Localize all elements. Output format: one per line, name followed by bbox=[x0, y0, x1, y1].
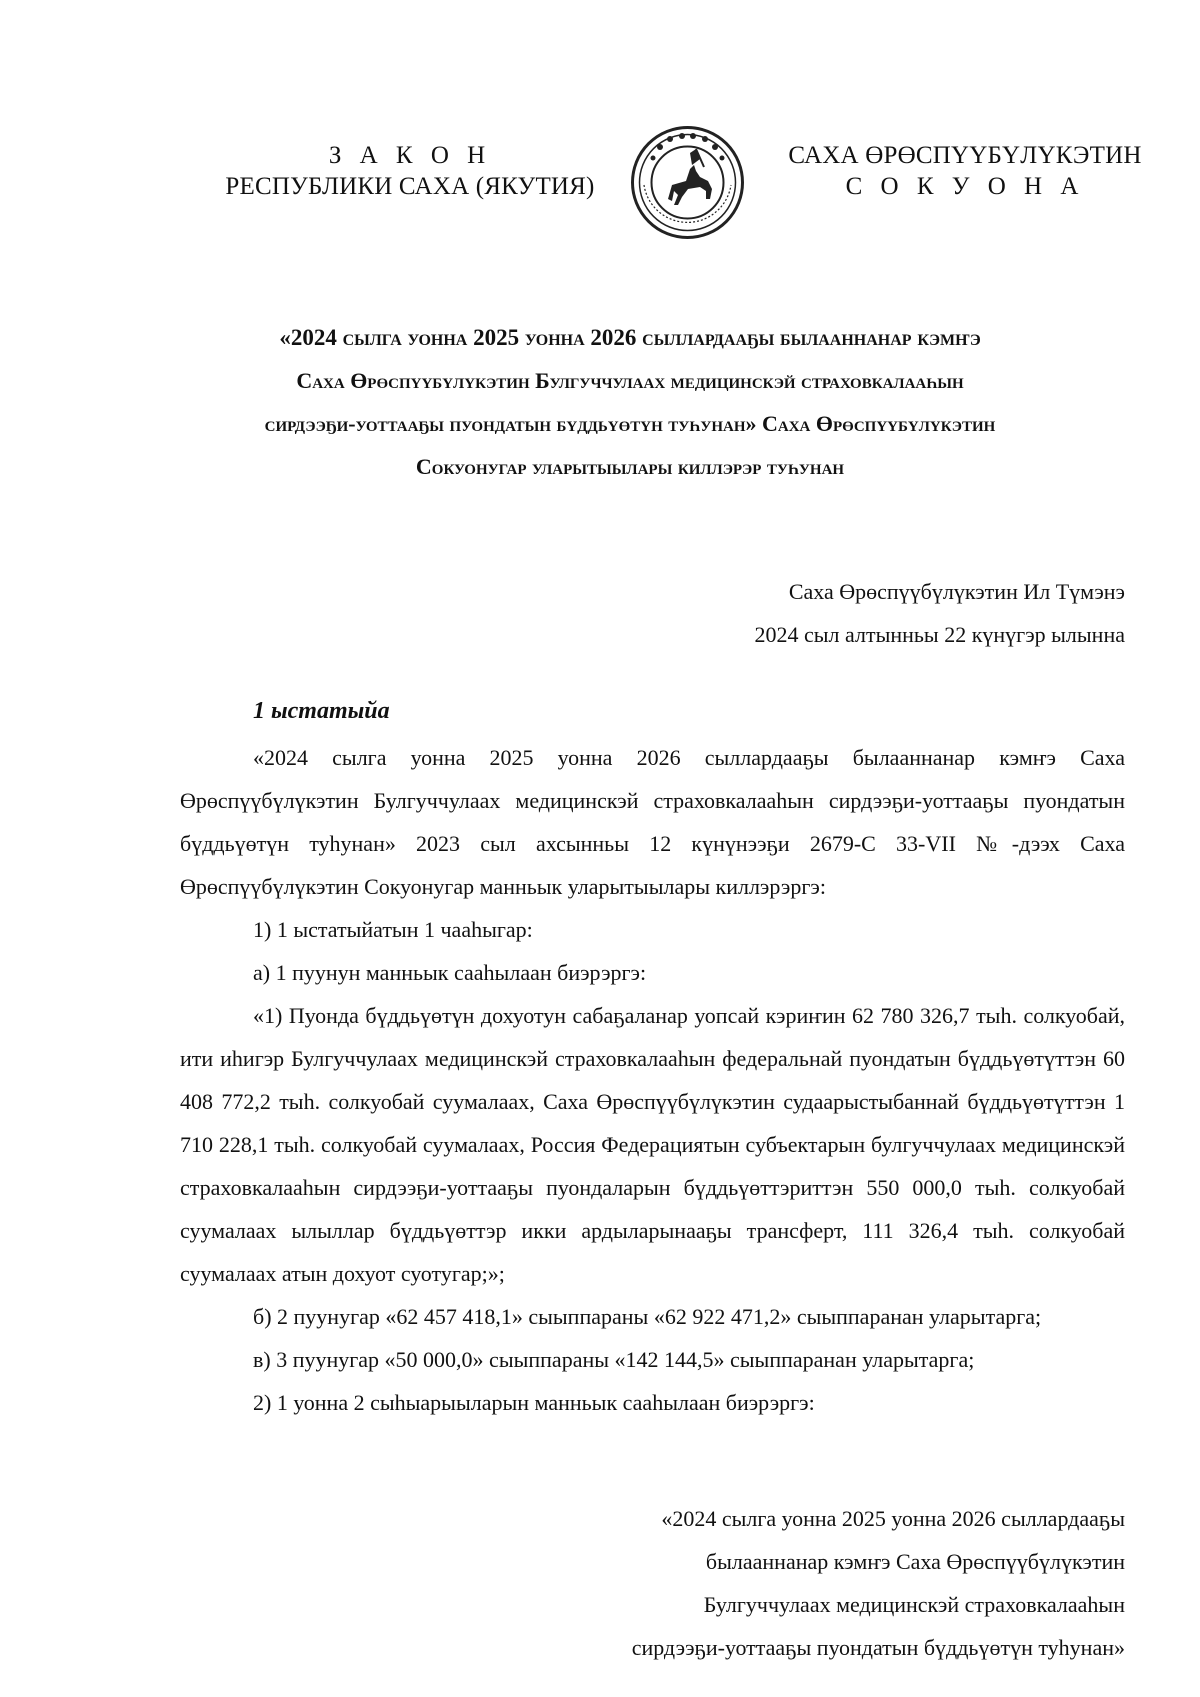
header-left-line1: З А К О Н bbox=[328, 142, 492, 169]
document-title bbox=[180, 316, 1080, 488]
title-line-2: Саха Өрөспүүбүлүкэтин Булгуччулаах медицинскэй страховкалааһын bbox=[296, 368, 964, 393]
title-line-4: Сокуонугар уларытыылары киллэрэр туһунан bbox=[415, 454, 845, 479]
item-1a: а) 1 пуунун манньык сааһылаан биэрэргэ: bbox=[253, 960, 647, 985]
article-body bbox=[180, 736, 1125, 1424]
header-right-line2: С О К У О Н А bbox=[845, 173, 1085, 200]
quote-line-3: Булгуччулаах медицинскэй страховкалааһын bbox=[703, 1592, 1125, 1617]
title-line-3: сирдээҕи-уоттааҕы пуондатын бүддьүөтүн туһунан» Саха Өрөспүүбүлүкэтин bbox=[264, 411, 996, 436]
article-intro: «2024 сылга уонна 2025 уонна 2026 сыллардааҕы былааннанар кэмҥэ Саха Өрөспүүбүлүкэтин Булгуччулаах медицинскэй страховкалааһын сирдээҕи-уоттааҕы пуондатын бүддьүөтүн туһунан» 2023 сыл ахсынньы 12 күнүнээҕи 2679-С 33-VII №-дээх Саха Өрөспүүбүлүкэтин Сокуонугар манньык уларытыылары киллэрэргэ: bbox=[180, 745, 1125, 899]
article-heading: 1 ыстатыйа bbox=[253, 698, 390, 724]
header-left bbox=[225, 140, 595, 202]
title-line-1: «2024 сылга уонна 2025 уонна 2026 сыллардааҕы былааннанар кэмҥэ bbox=[279, 325, 981, 350]
quote-line-4: сирдээҕи-уоттааҕы пуондатын бүддьүөтүн туһунан» bbox=[631, 1635, 1125, 1660]
item-1b: б) 2 пуунугар «62 457 418,1» сыыппараны «62 922 471,2» сыыппаранан уларытарга; bbox=[253, 1304, 1042, 1329]
item-1a-text: «1) Пуонда бүддьүөтүн дохуотун сабаҕаланар уопсай кэриҥин 62 780 326,7 тыһ. солкуобай, ити иһигэр Булгуччулаах медицинскэй страховкалааһын федеральнай пуондатын бүддьүөтүттэн 60 408 772,2 тыһ. солкуобай суумалаах, Саха Өрөспүүбүлүкэтин судаарыстыбаннай бүддьүөтүттэн 1 710 228,1 тыһ. солкуобай суумалаах, Россия Федерациятын субъектарын булгуччулаах медицинскэй страховкалааһын сирдээҕи-уоттааҕы пуондаларын бүддьүөттэриттэн 550 000,0 тыһ. солкуобай суумалаах ылыллар бүддьүөттэр икки ардыларынааҕы трансферт, 111 326,4 тыһ. солкуобай суумалаах атын дохуот суотугар;»; bbox=[180, 1003, 1125, 1286]
header-left-line2: РЕСПУБЛИКИ САХА (ЯКУТИЯ) bbox=[225, 173, 595, 200]
adoption-date: 2024 сыл алтынньы 22 күнүгэр ылынна bbox=[754, 622, 1125, 647]
item-1c: в) 3 пуунугар «50 000,0» сыыппараны «142 144,5» сыыппаранан уларытарга; bbox=[253, 1347, 975, 1372]
item-2: 2) 1 уонна 2 сыһыарыыларын манньык сааһылаан биэрэргэ: bbox=[253, 1390, 815, 1415]
adoption-block bbox=[755, 570, 1126, 656]
quoted-title bbox=[632, 1497, 1125, 1669]
quote-line-1: «2024 сылга уонна 2025 уонна 2026 сыллардааҕы bbox=[661, 1506, 1125, 1531]
coat-of-arms-emblem-icon bbox=[630, 125, 745, 240]
quote-line-2: былааннанар кэмҥэ Саха Өрөспүүбүлүкэтин bbox=[705, 1549, 1125, 1574]
header-right bbox=[785, 140, 1145, 202]
adoption-body: Саха Өрөспүүбүлүкэтин Ил Түмэнэ bbox=[788, 579, 1125, 604]
header-right-line1: САХА ӨРӨСПҮҮБҮЛҮКЭТИН bbox=[788, 142, 1142, 169]
item-1: 1) 1 ыстатыйатын 1 чааһыгар: bbox=[253, 917, 533, 942]
